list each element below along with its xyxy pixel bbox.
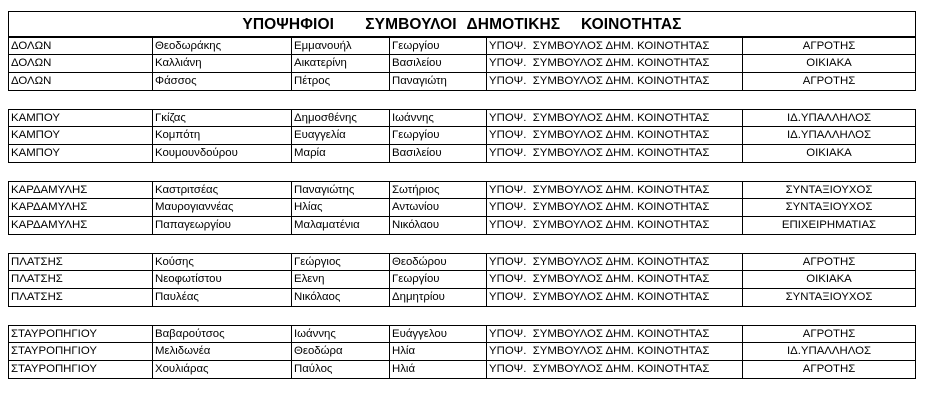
- community-cell[interactable]: ΣΤΑΥΡΟΠΗΓΙΟΥ: [8, 343, 153, 361]
- community-cell[interactable]: ΚΑΡΔΑΜΥΛΗΣ: [8, 181, 153, 199]
- row-gap: [8, 307, 916, 325]
- sheet-title-text: ΥΠΟΨΗΦΙΟΙ ΣΥΜΒΟΥΛΟΙ ΔΗΜΟΤΙΚΗΣ ΚΟΙΝΟΤΗΤΑΣ: [242, 16, 682, 33]
- role-cell[interactable]: ΥΠΟΨ. ΣΥΜΒΟΥΛΟΣ ΔΗΜ. ΚΟΙΝΟΤΗΤΑΣ: [487, 199, 743, 217]
- group-kampou: [8, 109, 916, 163]
- fathername-cell[interactable]: Ευάγγελου: [390, 325, 487, 343]
- fathername-cell[interactable]: Βασιλείου: [390, 145, 487, 163]
- community-cell[interactable]: ΠΛΑΤΣΗΣ: [8, 253, 153, 271]
- community-cell[interactable]: ΚΑΡΔΑΜΥΛΗΣ: [8, 199, 153, 217]
- table-row: [8, 127, 916, 145]
- role-cell[interactable]: ΥΠΟΨ. ΣΥΜΒΟΥΛΟΣ ΔΗΜ. ΚΟΙΝΟΤΗΤΑΣ: [487, 145, 743, 163]
- surname-cell[interactable]: Βαβαρούτσος: [153, 325, 292, 343]
- fathername-cell[interactable]: Ηλιά: [390, 361, 487, 379]
- firstname-cell[interactable]: Εμμανουήλ: [292, 37, 390, 55]
- firstname-cell[interactable]: Ιωάννης: [292, 325, 390, 343]
- community-cell[interactable]: ΔΟΛΩΝ: [8, 73, 153, 91]
- role-cell[interactable]: ΥΠΟΨ. ΣΥΜΒΟΥΛΟΣ ΔΗΜ. ΚΟΙΝΟΤΗΤΑΣ: [487, 271, 743, 289]
- role-cell[interactable]: ΥΠΟΨ. ΣΥΜΒΟΥΛΟΣ ΔΗΜ. ΚΟΙΝΟΤΗΤΑΣ: [487, 181, 743, 199]
- community-cell[interactable]: ΠΛΑΤΣΗΣ: [8, 271, 153, 289]
- occupation-cell[interactable]: ΑΓΡΟΤΗΣ: [743, 37, 916, 55]
- table-row: [8, 181, 916, 199]
- candidates-sheet: [8, 11, 916, 379]
- group-kardamylis: [8, 181, 916, 235]
- surname-cell[interactable]: Νεοφωτίστου: [153, 271, 292, 289]
- community-cell[interactable]: ΔΟΛΩΝ: [8, 55, 153, 73]
- occupation-cell[interactable]: ΕΠΙΧΕΙΡΗΜΑΤΙΑΣ: [743, 217, 916, 235]
- table-row: [8, 199, 916, 217]
- firstname-cell[interactable]: Νικόλαος: [292, 289, 390, 307]
- firstname-cell[interactable]: Μαρία: [292, 145, 390, 163]
- firstname-cell[interactable]: Παύλος: [292, 361, 390, 379]
- table-row: [8, 73, 916, 91]
- role-cell[interactable]: ΥΠΟΨ. ΣΥΜΒΟΥΛΟΣ ΔΗΜ. ΚΟΙΝΟΤΗΤΑΣ: [487, 343, 743, 361]
- surname-cell[interactable]: Θεοδωράκης: [153, 37, 292, 55]
- occupation-cell[interactable]: ΑΓΡΟΤΗΣ: [743, 361, 916, 379]
- role-cell[interactable]: ΥΠΟΨ. ΣΥΜΒΟΥΛΟΣ ΔΗΜ. ΚΟΙΝΟΤΗΤΑΣ: [487, 325, 743, 343]
- row-gap: [8, 235, 916, 253]
- surname-cell[interactable]: Μαυρογιαννέας: [153, 199, 292, 217]
- surname-cell[interactable]: Καστριτσέας: [153, 181, 292, 199]
- role-cell[interactable]: ΥΠΟΨ. ΣΥΜΒΟΥΛΟΣ ΔΗΜ. ΚΟΙΝΟΤΗΤΑΣ: [487, 289, 743, 307]
- fathername-cell[interactable]: Αντωνίου: [390, 199, 487, 217]
- firstname-cell[interactable]: Μαλαματένια: [292, 217, 390, 235]
- fathername-cell[interactable]: Δημητρίου: [390, 289, 487, 307]
- community-cell[interactable]: ΚΑΜΠΟΥ: [8, 145, 153, 163]
- occupation-cell[interactable]: ΣΥΝΤΑΞΙΟΥΧΟΣ: [743, 181, 916, 199]
- table-row: [8, 109, 916, 127]
- occupation-cell[interactable]: ΑΓΡΟΤΗΣ: [743, 73, 916, 91]
- occupation-cell[interactable]: ΙΔ.ΥΠΑΛΛΗΛΟΣ: [743, 343, 916, 361]
- occupation-cell[interactable]: ΟΙΚΙΑΚΑ: [743, 55, 916, 73]
- firstname-cell[interactable]: Ελενη: [292, 271, 390, 289]
- fathername-cell[interactable]: Παναγιώτη: [390, 73, 487, 91]
- fathername-cell[interactable]: Θεοδώρου: [390, 253, 487, 271]
- firstname-cell[interactable]: Γεώργιος: [292, 253, 390, 271]
- sheet-title[interactable]: [8, 11, 916, 37]
- role-cell[interactable]: ΥΠΟΨ. ΣΥΜΒΟΥΛΟΣ ΔΗΜ. ΚΟΙΝΟΤΗΤΑΣ: [487, 55, 743, 73]
- surname-cell[interactable]: Παυλέας: [153, 289, 292, 307]
- occupation-cell[interactable]: ΙΔ.ΥΠΑΛΛΗΛΟΣ: [743, 127, 916, 145]
- surname-cell[interactable]: Κουμουνδούρου: [153, 145, 292, 163]
- fathername-cell[interactable]: Νικόλαου: [390, 217, 487, 235]
- role-cell[interactable]: ΥΠΟΨ. ΣΥΜΒΟΥΛΟΣ ΔΗΜ. ΚΟΙΝΟΤΗΤΑΣ: [487, 127, 743, 145]
- surname-cell[interactable]: Παπαγεωργίου: [153, 217, 292, 235]
- group-dolon: [8, 37, 916, 91]
- table-row: [8, 145, 916, 163]
- group-stavropigiou: [8, 325, 916, 379]
- table-row: [8, 217, 916, 235]
- table-row: [8, 37, 916, 55]
- surname-cell[interactable]: Καλλιάνη: [153, 55, 292, 73]
- occupation-cell[interactable]: ΣΥΝΤΑΞΙΟΥΧΟΣ: [743, 199, 916, 217]
- table-row: [8, 325, 916, 343]
- fathername-cell[interactable]: Γεωργίου: [390, 271, 487, 289]
- occupation-cell[interactable]: ΑΓΡΟΤΗΣ: [743, 325, 916, 343]
- occupation-cell[interactable]: ΑΓΡΟΤΗΣ: [743, 253, 916, 271]
- fathername-cell[interactable]: Γεωργίου: [390, 37, 487, 55]
- community-cell[interactable]: ΣΤΑΥΡΟΠΗΓΙΟΥ: [8, 325, 153, 343]
- fathername-cell[interactable]: Ιωάννης: [390, 109, 487, 127]
- fathername-cell[interactable]: Βασιλείου: [390, 55, 487, 73]
- occupation-cell[interactable]: ΙΔ.ΥΠΑΛΛΗΛΟΣ: [743, 109, 916, 127]
- firstname-cell[interactable]: Ευαγγελία: [292, 127, 390, 145]
- role-cell[interactable]: ΥΠΟΨ. ΣΥΜΒΟΥΛΟΣ ΔΗΜ. ΚΟΙΝΟΤΗΤΑΣ: [487, 109, 743, 127]
- community-cell[interactable]: ΔΟΛΩΝ: [8, 37, 153, 55]
- role-cell[interactable]: ΥΠΟΨ. ΣΥΜΒΟΥΛΟΣ ΔΗΜ. ΚΟΙΝΟΤΗΤΑΣ: [487, 361, 743, 379]
- community-cell[interactable]: ΚΑΜΠΟΥ: [8, 109, 153, 127]
- community-cell[interactable]: ΚΑΜΠΟΥ: [8, 127, 153, 145]
- surname-cell[interactable]: Χουλιάρας: [153, 361, 292, 379]
- role-cell[interactable]: ΥΠΟΨ. ΣΥΜΒΟΥΛΟΣ ΔΗΜ. ΚΟΙΝΟΤΗΤΑΣ: [487, 73, 743, 91]
- firstname-cell[interactable]: Ηλίας: [292, 199, 390, 217]
- occupation-cell[interactable]: ΣΥΝΤΑΞΙΟΥΧΟΣ: [743, 289, 916, 307]
- community-cell[interactable]: ΣΤΑΥΡΟΠΗΓΙΟΥ: [8, 361, 153, 379]
- table-row: [8, 289, 916, 307]
- table-row: [8, 55, 916, 73]
- row-gap: [8, 163, 916, 181]
- surname-cell[interactable]: Φάσσος: [153, 73, 292, 91]
- table-row: [8, 343, 916, 361]
- surname-cell[interactable]: Γκίζας: [153, 109, 292, 127]
- surname-cell[interactable]: Μελιδωνέα: [153, 343, 292, 361]
- table-row: [8, 271, 916, 289]
- community-cell[interactable]: ΠΛΑΤΣΗΣ: [8, 289, 153, 307]
- community-cell[interactable]: ΚΑΡΔΑΜΥΛΗΣ: [8, 217, 153, 235]
- group-platsis: [8, 253, 916, 307]
- table-row: [8, 253, 916, 271]
- firstname-cell[interactable]: Δημοσθένης: [292, 109, 390, 127]
- firstname-cell[interactable]: Πέτρος: [292, 73, 390, 91]
- occupation-cell[interactable]: ΟΙΚΙΑΚΑ: [743, 145, 916, 163]
- fathername-cell[interactable]: Ηλία: [390, 343, 487, 361]
- role-cell[interactable]: ΥΠΟΨ. ΣΥΜΒΟΥΛΟΣ ΔΗΜ. ΚΟΙΝΟΤΗΤΑΣ: [487, 253, 743, 271]
- surname-cell[interactable]: Κομπότη: [153, 127, 292, 145]
- fathername-cell[interactable]: Γεωργίου: [390, 127, 487, 145]
- table-row: [8, 361, 916, 379]
- fathername-cell[interactable]: Σωτήριος: [390, 181, 487, 199]
- row-gap: [8, 91, 916, 109]
- firstname-cell[interactable]: Παναγιώτης: [292, 181, 390, 199]
- firstname-cell[interactable]: Αικατερίνη: [292, 55, 390, 73]
- occupation-cell[interactable]: ΟΙΚΙΑΚΑ: [743, 271, 916, 289]
- firstname-cell[interactable]: Θεοδώρα: [292, 343, 390, 361]
- role-cell[interactable]: ΥΠΟΨ. ΣΥΜΒΟΥΛΟΣ ΔΗΜ. ΚΟΙΝΟΤΗΤΑΣ: [487, 37, 743, 55]
- surname-cell[interactable]: Κούσης: [153, 253, 292, 271]
- role-cell[interactable]: ΥΠΟΨ. ΣΥΜΒΟΥΛΟΣ ΔΗΜ. ΚΟΙΝΟΤΗΤΑΣ: [487, 217, 743, 235]
